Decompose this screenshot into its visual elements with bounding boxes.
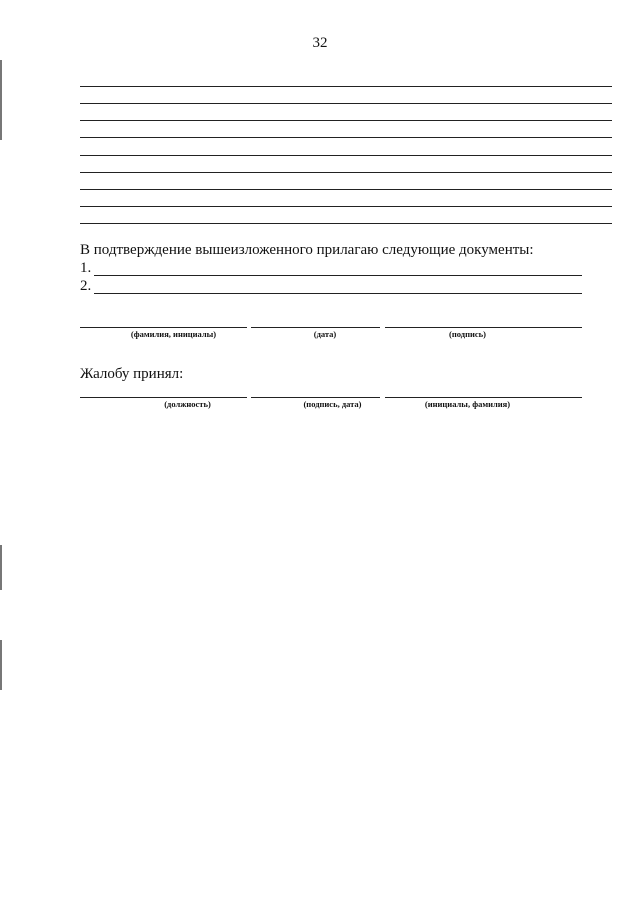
applicant-name-line[interactable] (80, 327, 247, 328)
acceptance-title: Жалобу принял: (80, 366, 184, 382)
applicant-signature-caption: (подпись) (449, 329, 486, 339)
complaint-text-line[interactable] (80, 223, 612, 224)
attachments-intro: В подтверждение вышеизложенного прилагаю следующие документы: (80, 242, 534, 258)
acceptor-position-line[interactable] (80, 397, 247, 398)
applicant-date-line[interactable] (251, 327, 380, 328)
attachment-number-1: 1. (80, 260, 92, 276)
applicant-date-caption: (дата) (313, 329, 337, 339)
attachment-line-1[interactable] (94, 275, 582, 276)
complaint-text-line[interactable] (80, 103, 612, 104)
acceptor-name-caption: (инициалы, фамилия) (424, 399, 511, 409)
complaint-text-line[interactable] (80, 172, 612, 173)
page-number: 32 (312, 35, 328, 51)
complaint-text-line[interactable] (80, 137, 612, 138)
complaint-text-line[interactable] (80, 86, 612, 87)
applicant-signature-line[interactable] (385, 327, 582, 328)
attachment-number-2: 2. (80, 278, 92, 294)
complaint-text-line[interactable] (80, 120, 612, 121)
applicant-name-caption: (фамилия, инициалы) (130, 329, 217, 339)
complaint-text-line[interactable] (80, 206, 612, 207)
attachment-line-2[interactable] (94, 293, 582, 294)
scan-edge-mark (0, 640, 2, 690)
acceptor-signature-date-line[interactable] (251, 397, 380, 398)
acceptor-signature-date-caption: (подпись, дата) (303, 399, 362, 409)
complaint-text-line[interactable] (80, 155, 612, 156)
acceptor-name-line[interactable] (385, 397, 582, 398)
scan-edge-mark (0, 60, 2, 140)
scan-edge-mark (0, 545, 2, 590)
complaint-text-line[interactable] (80, 189, 612, 190)
acceptor-position-caption: (должность) (164, 399, 211, 409)
